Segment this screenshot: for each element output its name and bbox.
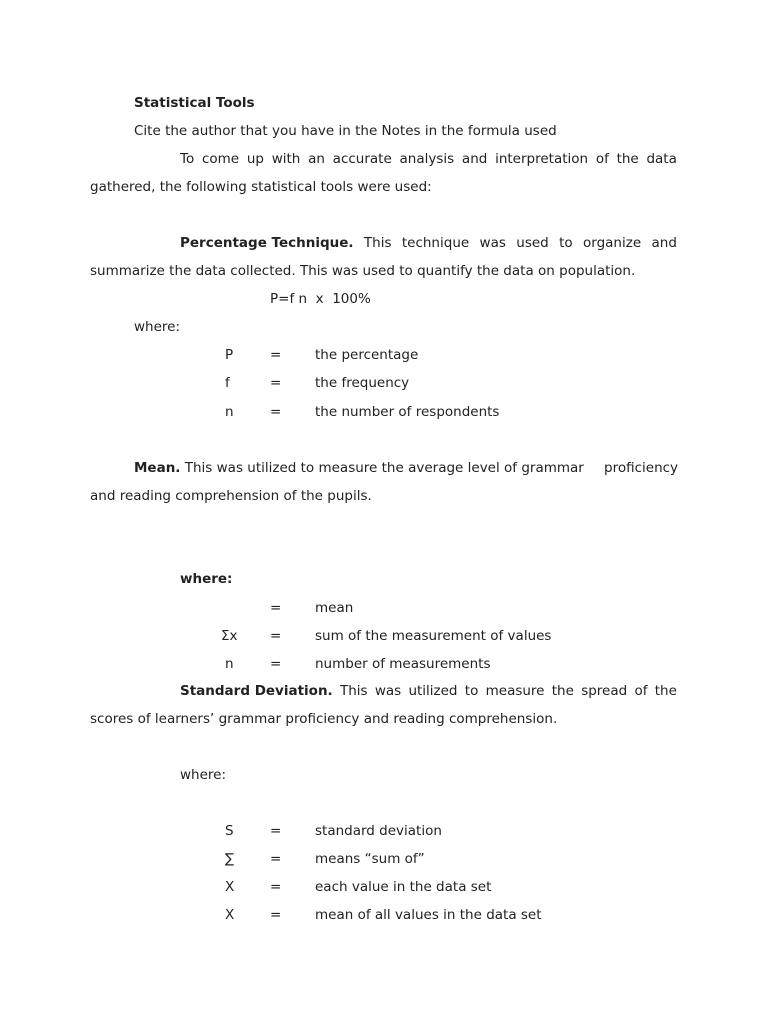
def-symbol: X <box>225 879 235 895</box>
def-equals: = <box>270 851 282 867</box>
def-equals: = <box>270 628 282 644</box>
def-symbol: Σx <box>221 628 238 644</box>
def-symbol: X <box>225 907 235 923</box>
def-equals: = <box>270 907 282 923</box>
sd-title: Standard Deviation. <box>180 683 333 699</box>
def-equals: = <box>270 404 282 420</box>
def-symbol: S <box>225 823 234 839</box>
sd-where: where: <box>180 767 227 783</box>
def-description: the number of respondents <box>315 404 500 420</box>
def-description: the frequency <box>315 375 410 391</box>
def-equals: = <box>270 656 282 672</box>
author-note: Cite the author that you have in the Notes in the formula used <box>134 123 557 139</box>
def-equals: = <box>270 879 282 895</box>
percentage-paragraph <box>90 235 677 251</box>
sd-line-1: Standard Deviation. This was utilized to measure the spread of the <box>180 683 677 699</box>
section-heading: Statistical Tools <box>134 95 255 111</box>
def-description: the percentage <box>315 347 419 363</box>
mean-line-1: Mean. This was utilized to measure the average level of grammar <box>134 460 584 476</box>
def-symbol: n <box>225 656 234 672</box>
def-description: mean of all values in the data set <box>315 907 542 923</box>
percentage-line-2: summarize the data collected. This was used to quantify the data on population. <box>90 263 636 279</box>
def-description: number of measurements <box>315 656 491 672</box>
def-equals: = <box>270 823 282 839</box>
def-equals: = <box>270 347 282 363</box>
mean-title: Mean. <box>134 460 181 476</box>
mean-line-2: and reading comprehension of the pupils. <box>90 488 372 504</box>
percentage-title: Percentage Technique. <box>180 235 354 251</box>
percentage-where: where: <box>134 319 181 335</box>
def-description: each value in the data set <box>315 879 492 895</box>
intro-line-1: To come up with an accurate analysis and interpretation of the data <box>180 151 677 167</box>
sd-line-2: scores of learners’ grammar proficiency and reading comprehension. <box>90 711 558 727</box>
def-symbol: n <box>225 404 234 420</box>
sd-paragraph <box>90 683 677 699</box>
intro-line-2: gathered, the following statistical tools were used: <box>90 179 432 195</box>
def-equals: = <box>270 375 282 391</box>
percentage-formula: P=f n x 100% <box>270 291 371 307</box>
def-symbol: P <box>225 347 234 363</box>
intro-paragraph <box>90 151 677 167</box>
percentage-line-1: Percentage Technique. This technique was used to organize and <box>180 235 677 251</box>
def-description: mean <box>315 600 354 616</box>
def-description: means “sum of” <box>315 851 425 867</box>
def-description: sum of the measurement of values <box>315 628 552 644</box>
def-equals: = <box>270 600 282 616</box>
mean-line-1-tail: proficiency <box>604 460 679 476</box>
def-description: standard deviation <box>315 823 442 839</box>
def-symbol: ∑ <box>225 851 235 867</box>
mean-where: where: <box>180 571 233 587</box>
def-symbol: f <box>225 375 230 391</box>
